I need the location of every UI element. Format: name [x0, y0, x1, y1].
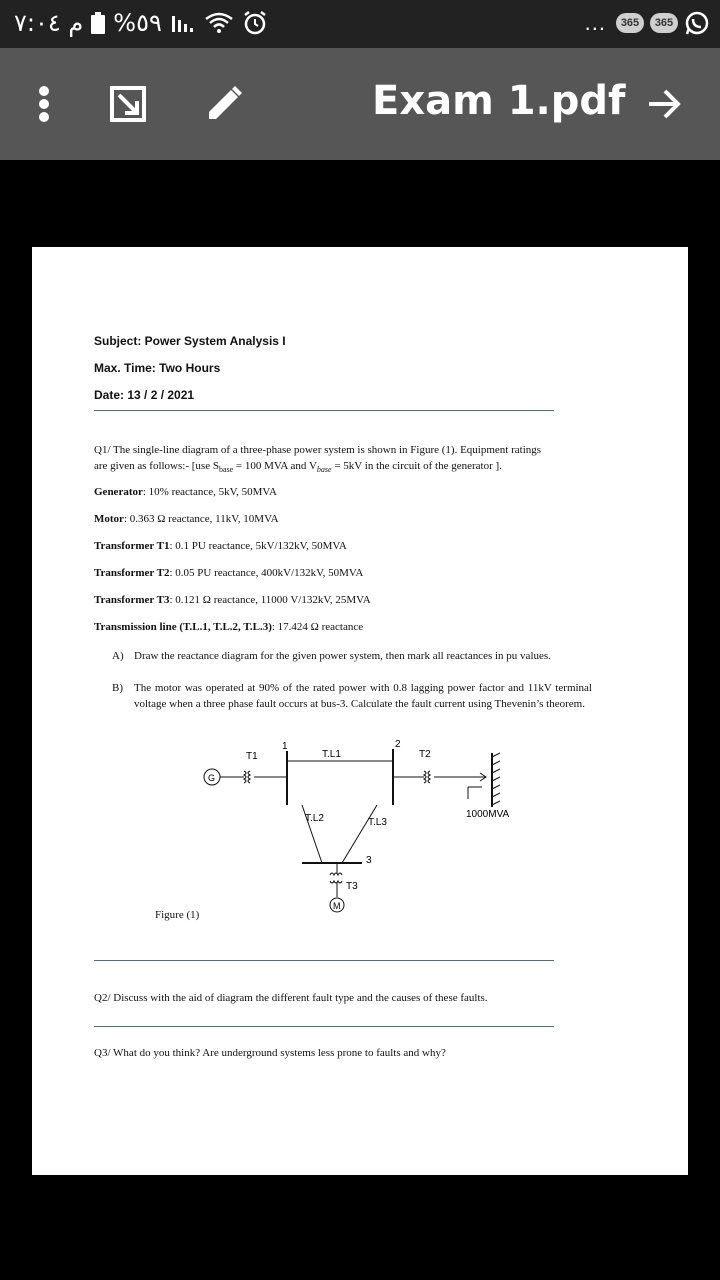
item-a [112, 648, 592, 664]
t1-label: T1 [246, 751, 258, 762]
item-a-text: Draw the reactance diagram for the given power system, then mark all reactances in pu values. [134, 650, 551, 662]
gen-label: G [208, 773, 216, 783]
bus-2-label: 2 [395, 739, 401, 750]
bus-1-label: 1 [282, 741, 288, 752]
figure-caption: Figure (1) [155, 909, 200, 921]
q1-text-a: are given as follows:- [use S [94, 460, 219, 472]
battery-icon [91, 12, 105, 34]
date-line: Date: 13 / 2 / 2021 [94, 388, 195, 402]
tl2-label: T.L2 [305, 813, 324, 824]
battery-percent: %٥٩ [113, 9, 162, 37]
t1-coils [244, 771, 250, 783]
t2-label: T2 [419, 749, 431, 760]
tl1-label: T.L1 [322, 749, 341, 760]
q1-line-2 [94, 458, 592, 478]
spec-transmission-line: Transmission line (T.L.1, T.L.2, T.L.3): 17.424 Ω reactance [94, 621, 364, 633]
s-base-subscript: base [218, 465, 234, 475]
status-left [14, 9, 268, 37]
more-vert-button[interactable] [24, 48, 64, 160]
t3-label: T3 [346, 881, 358, 892]
alarm-icon [242, 10, 268, 36]
question-1 [94, 442, 592, 478]
mva-label: 1000MVA [466, 809, 510, 820]
item-b [112, 680, 592, 712]
app-toolbar [0, 48, 720, 160]
tl3-label: T.L3 [368, 817, 387, 828]
arrow-forward-icon [647, 87, 681, 121]
spec-transformer-t1: Transformer T1: 0.1 PU reactance, 5kV/132kV, 50MVA [94, 540, 347, 552]
edit-pencil-icon [205, 85, 243, 123]
line-tl3 [342, 805, 377, 863]
divider-q2 [94, 960, 554, 961]
more-notifications: ... [584, 10, 606, 35]
spec-transformer-t3: Transformer T3: 0.121 Ω reactance, 11000 V/132kV, 25MVA [94, 594, 371, 606]
forward-button[interactable] [640, 48, 688, 160]
status-right [585, 10, 710, 36]
whatsapp-icon [684, 10, 710, 36]
t3-coils [330, 873, 342, 883]
question-3: Q3/ What do you think? Are underground systems less prone to faults and why? [94, 1047, 446, 1059]
spec-motor: Motor: 0.363 Ω reactance, 11kV, 10MVA [94, 513, 279, 525]
motor-label: M [333, 901, 341, 911]
app-badge-365-second: 365 [650, 13, 678, 33]
bus-3-label: 3 [366, 855, 372, 866]
q1-text-b: = 100 MVA and V [233, 460, 317, 472]
single-line-diagram [192, 735, 552, 925]
divider [94, 410, 554, 411]
item-a-label: A) [112, 650, 124, 662]
t2-coils [424, 771, 430, 783]
question-2: Q2/ Discuss with the aid of diagram the different fault type and the causes of these faults. [94, 992, 488, 1004]
pdf-page[interactable] [32, 247, 688, 1175]
v-base-subscript: base [316, 465, 332, 475]
status-time: م ٧:٠٤ [14, 9, 84, 37]
spec-generator: Generator: 10% reactance, 5kV, 50MVA [94, 486, 277, 498]
max-time-line: Max. Time: Two Hours [94, 361, 221, 375]
spec-transformer-t2: Transformer T2: 0.05 PU reactance, 400kV/132kV, 50MVA [94, 567, 364, 579]
status-bar [0, 0, 720, 48]
item-b-label: B) [112, 682, 123, 694]
divider-q3 [94, 1026, 554, 1027]
subject-line: Subject: Power System Analysis I [94, 334, 286, 348]
more-vert-icon [38, 86, 50, 122]
open-external-button[interactable] [104, 48, 152, 160]
wifi-icon [204, 11, 234, 35]
q1-text-c: = 5kV in the circuit of the generator ]. [331, 460, 502, 472]
edit-button[interactable] [200, 48, 248, 160]
open-external-icon [109, 85, 147, 123]
signal-icon [170, 12, 196, 34]
item-b-text: The motor was operated at 90% of the rated power with 0.8 lagging power factor and 11kV terminal voltage when a three phase fault occurs at bus-3. Calculate the fault current using Thevenin’s theorem. [134, 682, 592, 710]
document-title: Exam 1.pdf [372, 78, 626, 124]
grid-hatch [492, 753, 500, 805]
app-badge-365: 365 [616, 13, 644, 33]
q1-line-1: Q1/ The single-line diagram of a three-phase power system is shown in Figure (1). Equipment ratings [94, 444, 542, 456]
